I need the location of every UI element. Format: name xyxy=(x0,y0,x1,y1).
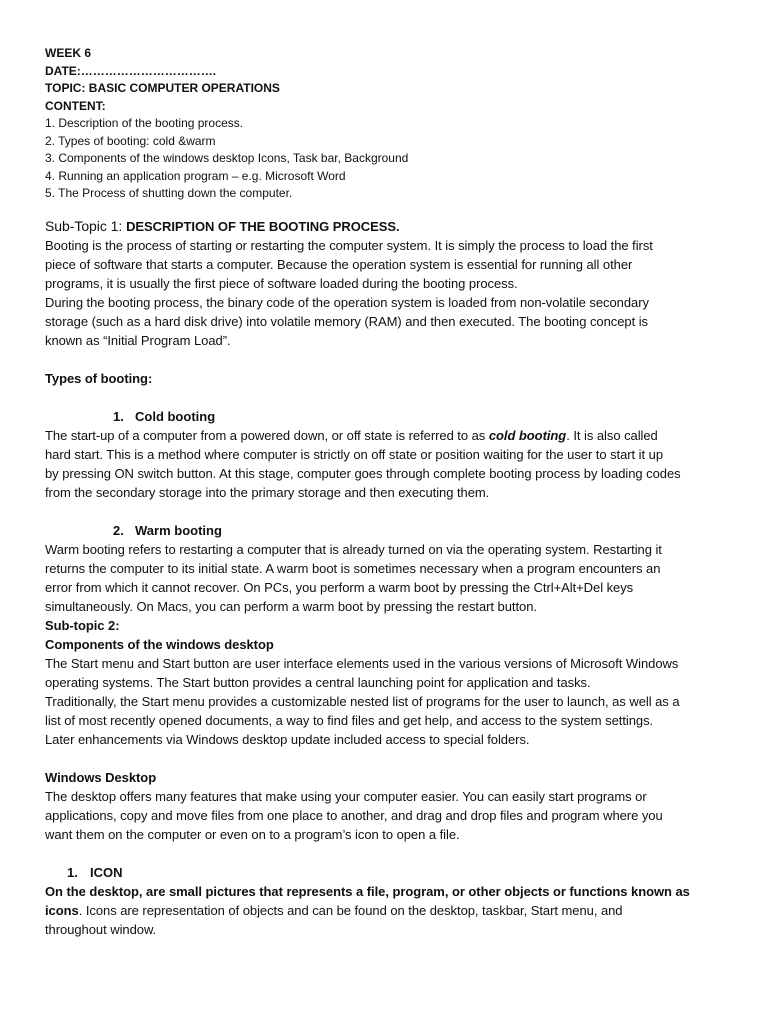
body-line: Later enhancements via Windows desktop update included access to special folders. xyxy=(45,731,530,747)
body-line: piece of software that starts a computer. Because the operation system is essential for running all other xyxy=(45,256,633,272)
content-item: 4. Running an application program – e.g. Microsoft Word xyxy=(45,168,346,183)
body-line: Warm booting refers to restarting a computer that is already turned on via the operating system. Restarting it xyxy=(45,541,662,557)
cold-booting-emphasis: cold booting xyxy=(488,427,567,443)
desktop-heading: Windows Desktop xyxy=(45,769,157,785)
body-line: operating systems. The Start button provides a central launching point for application and tasks. xyxy=(45,674,591,690)
body-line: Traditionally, the Start menu provides a customizable nested list of programs for the user to launch, as well as a xyxy=(45,693,680,709)
body-line: from the secondary storage into the primary storage and then executing them. xyxy=(45,484,490,500)
body-line: The Start menu and Start button are user interface elements used in the various versions of Microsoft Windows xyxy=(45,655,679,671)
subtopic1-lead: Sub-Topic 1 xyxy=(45,217,119,234)
icon-line-after: . Icons are representation of objects and can be found on the desktop, taskbar, Start menu, and xyxy=(78,902,623,918)
body-line: known as “Initial Program Load”. xyxy=(45,332,231,348)
content-item: 1. Description of the booting process. xyxy=(45,116,244,130)
spacer xyxy=(45,350,735,369)
spacer xyxy=(45,388,735,407)
spacer xyxy=(45,749,735,768)
subtopic1-title: DESCRIPTION OF THE BOOTING PROCESS. xyxy=(126,218,400,234)
icon-heading xyxy=(45,863,735,882)
body-line: hard start. This is a method where computer is strictly on off state or position waiting for the user to start it up xyxy=(45,446,664,462)
cold-booting-number: 1. xyxy=(113,408,124,424)
body-line: applications, copy and move files from one place to another, and drag and drop files and program where you xyxy=(45,807,663,823)
warm-booting-heading xyxy=(45,521,735,540)
spacer xyxy=(45,203,735,217)
cold-booting-heading xyxy=(45,407,735,426)
icons-emphasis: icons xyxy=(45,902,79,918)
body-line: programs, it is usually the first piece of software loaded during the booting process. xyxy=(45,275,518,291)
subtopic1-heading xyxy=(45,217,735,236)
date-label: DATE:……………………………. xyxy=(45,63,217,78)
body-line: returns the computer to its initial state. A warm boot is sometimes necessary when a program encounters an xyxy=(45,560,661,576)
body-line: storage (such as a hard disk drive) into volatile memory (RAM) and then executed. The booting concept is xyxy=(45,313,648,329)
subtopic1-colon: : xyxy=(118,217,127,234)
types-heading: Types of booting: xyxy=(45,370,153,386)
cold-line-after: . It is also called xyxy=(566,427,658,443)
body-line: list of most recently opened documents, a way to find files and get help, and access to the system settings. xyxy=(45,712,654,728)
body-line: error from which it cannot recover. On PCs, you perform a warm boot by pressing the Ctrl+Alt+Del keys xyxy=(45,579,634,595)
body-line: On the desktop, are small pictures that represents a file, program, or other objects or functions known as xyxy=(45,883,690,899)
subtopic2-title: Components of the windows desktop xyxy=(45,636,274,652)
document-page xyxy=(45,45,735,939)
cold-line-before: The start-up of a computer from a powered down, or off state is referred to as xyxy=(45,427,489,443)
body-line: Booting is the process of starting or restarting the computer system. It is simply the process to load the first xyxy=(45,237,653,253)
content-item: 3. Components of the windows desktop Icons, Task bar, Background xyxy=(45,151,409,165)
body-line xyxy=(45,426,735,445)
content-list xyxy=(45,115,735,203)
icon-number: 1. xyxy=(67,864,78,880)
icon-title: ICON xyxy=(90,864,123,880)
body-line: During the booting process, the binary code of the operation system is loaded from non-volatile secondary xyxy=(45,294,649,310)
body-line: The desktop offers many features that make using your computer easier. You can easily start programs or xyxy=(45,788,647,804)
warm-booting-title: Warm booting xyxy=(135,522,222,538)
week-label: WEEK 6 xyxy=(45,46,92,60)
body-line: by pressing ON switch button. At this stage, computer goes through complete booting process by loading codes xyxy=(45,465,681,481)
cold-booting-title: Cold booting xyxy=(135,408,216,424)
warm-booting-number: 2. xyxy=(113,522,124,538)
spacer xyxy=(45,844,735,863)
spacer xyxy=(45,502,735,521)
content-item: 5. The Process of shutting down the computer. xyxy=(45,186,293,200)
subtopic2-lead: Sub-topic 2: xyxy=(45,617,120,633)
topic-label: TOPIC: BASIC COMPUTER OPERATIONS xyxy=(45,81,280,95)
body-line: want them on the computer or even on to a program’s icon to open a file. xyxy=(45,826,460,842)
body-line: throughout window. xyxy=(45,921,157,937)
body-line xyxy=(45,901,735,920)
body-line: simultaneously. On Macs, you can perform a warm boot by pressing the restart button. xyxy=(45,598,537,614)
content-item: 2. Types of booting: cold &warm xyxy=(45,133,216,148)
content-label: CONTENT: xyxy=(45,98,106,113)
